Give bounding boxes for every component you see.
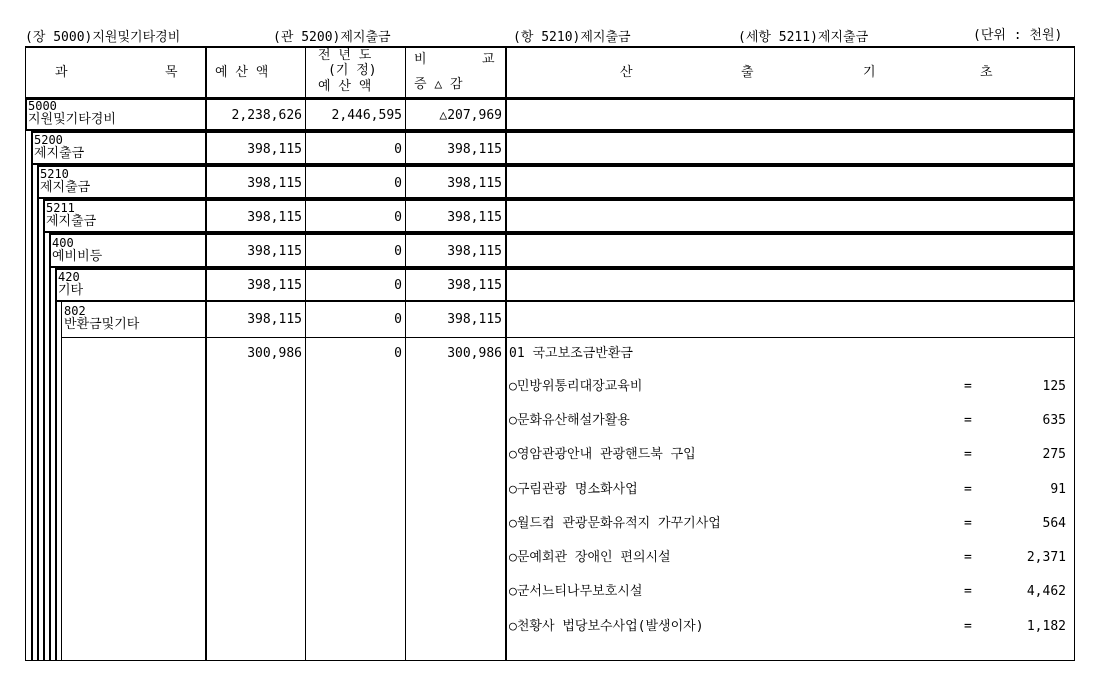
detail-budget: 300,986 [247,346,302,361]
row-bottom-802 [61,337,1074,338]
row-code: 5211 [46,201,75,215]
header-basis-3: 기 [863,65,876,80]
row-code: 5000 [28,99,57,113]
detail-item-name: ○월드컵 관광문화유적지 가꾸기사업 [509,516,721,531]
title-hang: (항 5210)제지출금 [513,30,631,45]
detail-prev: 0 [394,346,402,361]
row-diff: 398,115 [447,312,502,327]
row-prev: 2,446,595 [331,108,402,123]
detail-item-name: ○민방위통리대장교육비 [509,379,643,394]
header-prev-line1: 전 년 도 [318,48,372,63]
detail-title: 01 국고보조금반환금 [509,346,633,361]
row-budget: 398,115 [247,278,302,293]
detail-item-name: ○영암관광안내 관광핸드북 구입 [509,447,696,462]
row-name: 제지출금 [40,180,91,195]
header-basis-4: 초 [980,65,993,80]
row-diff: 398,115 [447,176,502,191]
gutter-line-4 [49,233,51,660]
title-unit: (단위 : 천원) [973,28,1063,43]
detail-item-amount: 4,462 [1026,584,1066,599]
row-code: 802 [64,304,86,318]
row-budget: 398,115 [247,244,302,259]
title-gwan: (관 5200)제지출금 [273,30,391,45]
detail-item-name: ○군서느티나무보호시설 [509,584,643,599]
detail-item-eq: = [964,413,972,428]
row-box-420 [55,268,1075,302]
detail-item-eq: = [964,619,972,634]
row-box-5210 [37,165,1075,199]
gutter-line-5 [55,268,57,660]
row-name: 제지출금 [46,214,97,229]
row-budget: 398,115 [247,312,302,327]
detail-item-amount: 91 [1050,482,1066,497]
header-subject-left: 과 [55,65,68,80]
row-diff: 398,115 [447,278,502,293]
detail-item-name: ○천황사 법당보수사업(발생이자) [509,619,704,634]
row-prev: 0 [394,176,402,191]
header-cmp-2: 증 △ 감 [414,77,463,92]
row-box-5200 [31,131,1075,165]
row-name: 지원및기타경비 [28,112,116,127]
detail-item-eq: = [964,550,972,565]
detail-item-eq: = [964,584,972,599]
header-prev-line3: 예 산 액 [318,79,372,94]
row-code: 400 [52,236,74,250]
row-name: 제지출금 [34,146,85,161]
detail-item-eq: = [964,482,972,497]
table-left-border [25,46,26,660]
row-box-5211 [43,199,1075,233]
detail-item-amount: 1,182 [1026,619,1066,634]
header-basis-2: 출 [741,65,754,80]
title-jang: (장 5000)지원및기타경비 [25,30,181,45]
row-budget: 398,115 [247,210,302,225]
detail-item-amount: 275 [1042,447,1066,462]
row-name: 반환금및기타 [64,317,140,332]
detail-item-eq: = [964,447,972,462]
row-prev: 0 [394,244,402,259]
gutter-line-1 [31,131,33,660]
row-prev: 0 [394,142,402,157]
detail-diff: 300,986 [447,346,502,361]
row-box-400 [49,233,1075,268]
gutter-line-2 [37,165,39,660]
detail-item-eq: = [964,516,972,531]
table-top-border [25,46,1074,48]
row-prev: 0 [394,210,402,225]
header-basis-1: 산 [620,65,633,80]
row-code: 5200 [34,133,63,147]
detail-item-amount: 564 [1042,516,1066,531]
title-sehang: (세항 5211)제지출금 [738,30,869,45]
detail-item-amount: 2,371 [1026,550,1066,565]
header-subject-right: 목 [165,65,178,80]
header-prev-line2: (기 정) [328,63,377,78]
header-cmp-1b: 교 [482,52,495,67]
row-budget: 398,115 [247,176,302,191]
row-budget: 398,115 [247,142,302,157]
row-code: 420 [58,270,80,284]
row-prev: 0 [394,312,402,327]
detail-item-name: ○문화유산해설가활용 [509,413,630,428]
detail-item-eq: = [964,379,972,394]
detail-item-name: ○문예회관 장애인 편의시설 [509,550,671,565]
header-cmp-1a: 비 [414,52,427,67]
row-box-5000 [25,98,1075,131]
header-budget: 예 산 액 [215,65,269,80]
row-code: 5210 [40,167,69,181]
row-diff: 398,115 [447,244,502,259]
row-name: 기타 [58,283,84,298]
row-budget: 2,238,626 [231,108,302,123]
row-diff: △207,969 [439,108,502,123]
detail-item-name: ○구림관광 명소화사업 [509,482,638,497]
row-diff: 398,115 [447,210,502,225]
detail-item-amount: 635 [1042,413,1066,428]
row-name: 예비비등 [52,249,103,264]
table-bottom-border [25,660,1075,661]
gutter-line-3 [43,199,45,660]
row-prev: 0 [394,278,402,293]
row-diff: 398,115 [447,142,502,157]
detail-item-amount: 125 [1042,379,1066,394]
gutter-line-6 [61,302,62,660]
